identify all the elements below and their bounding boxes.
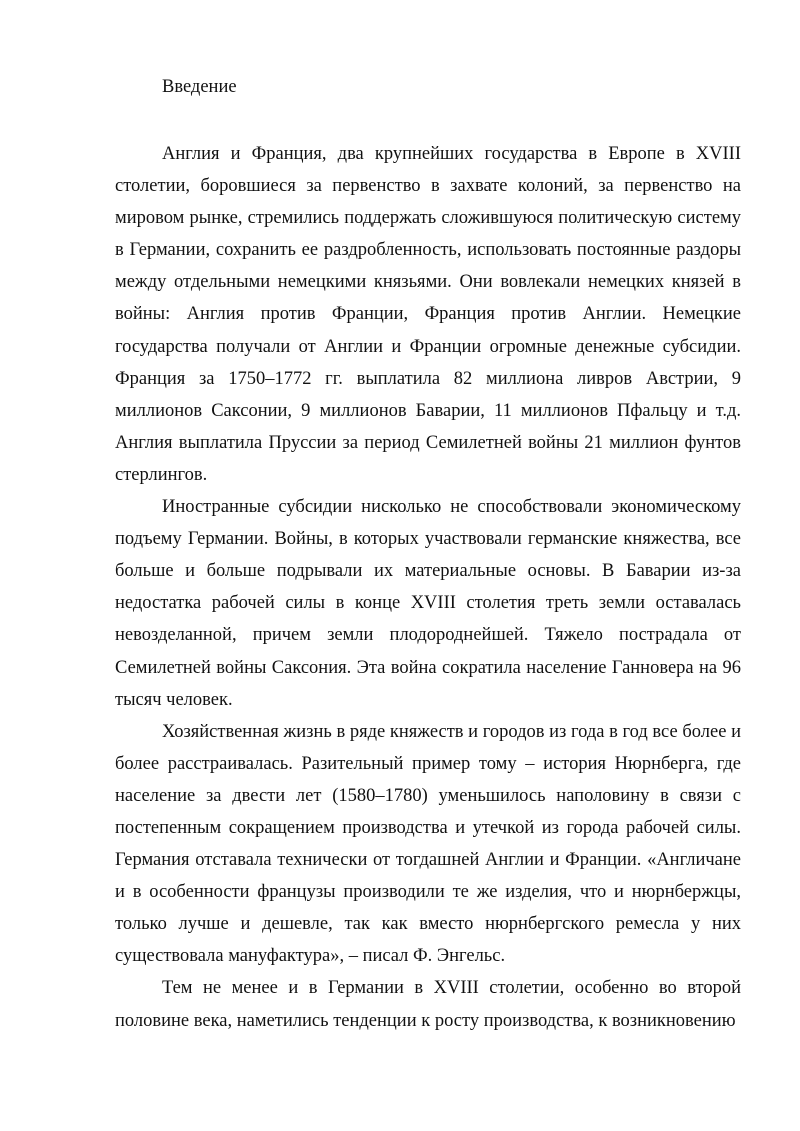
- paragraph-3: Хозяйственная жизнь в ряде княжеств и городов из года в год все более и более расстраивалась. Разительный пример тому – история Нюрнберга, где население за двести лет (1580–1780) уменьшилось наполовину в связи с постепенным сокращением производства и утечкой из города рабочей силы. Германия отставала технически от тогдашней Англии и Франции. «Англичане и в особенности французы производили те же изделия, что и нюрнбержцы, только лучше и дешевле, так как вместо нюрнбергского ремесла у них существовала мануфактура», – писал Ф. Энгельс.: [115, 721, 741, 967]
- paragraph-2: Иностранные субсидии нисколько не способствовали экономическому подъему Германии. Войны, в которых участвовали германские княжества, все больше и больше подрывали их материальные основы. В Баварии из-за недостатка рабочей силы в конце XVIII столетия треть земли оставалась невозделанной, причем земли плодороднейшей. Тяжело пострадала от Семилетней войны Саксония. Эта война сократила население Ганновера на 96 тысяч человек.: [115, 497, 741, 710]
- paragraph-4: Тем не менее и в Германии в XVIII столетии, особенно во второй половине века, наметились тенденции к росту производства, к возникновению: [115, 978, 741, 1031]
- document-body: [115, 138, 741, 1037]
- paragraph-1: Англия и Франция, два крупнейших государства в Европе в XVIII столетии, боровшиеся за первенство в захвате колоний, за первенство на мировом рынке, стремились поддержать сложившуюся политическую систему в Германии, сохранить ее раздробленность, использовать постоянные раздоры между отдельными немецкими князьями. Они вовлекали немецких князей в войны: Англия против Франции, Франция против Англии. Немецкие государства получали от Англии и Франции огромные денежные субсидии. Франция за 1750–1772 гг. выплатила 82 миллиона ливров Австрии, 9 миллионов Саксонии, 9 миллионов Баварии, 11 миллионов Пфальцу и т.д. Англия выплатила Пруссии за период Семилетней войны 21 миллион фунтов стерлингов.: [115, 144, 741, 485]
- page-title: Введение: [162, 77, 237, 97]
